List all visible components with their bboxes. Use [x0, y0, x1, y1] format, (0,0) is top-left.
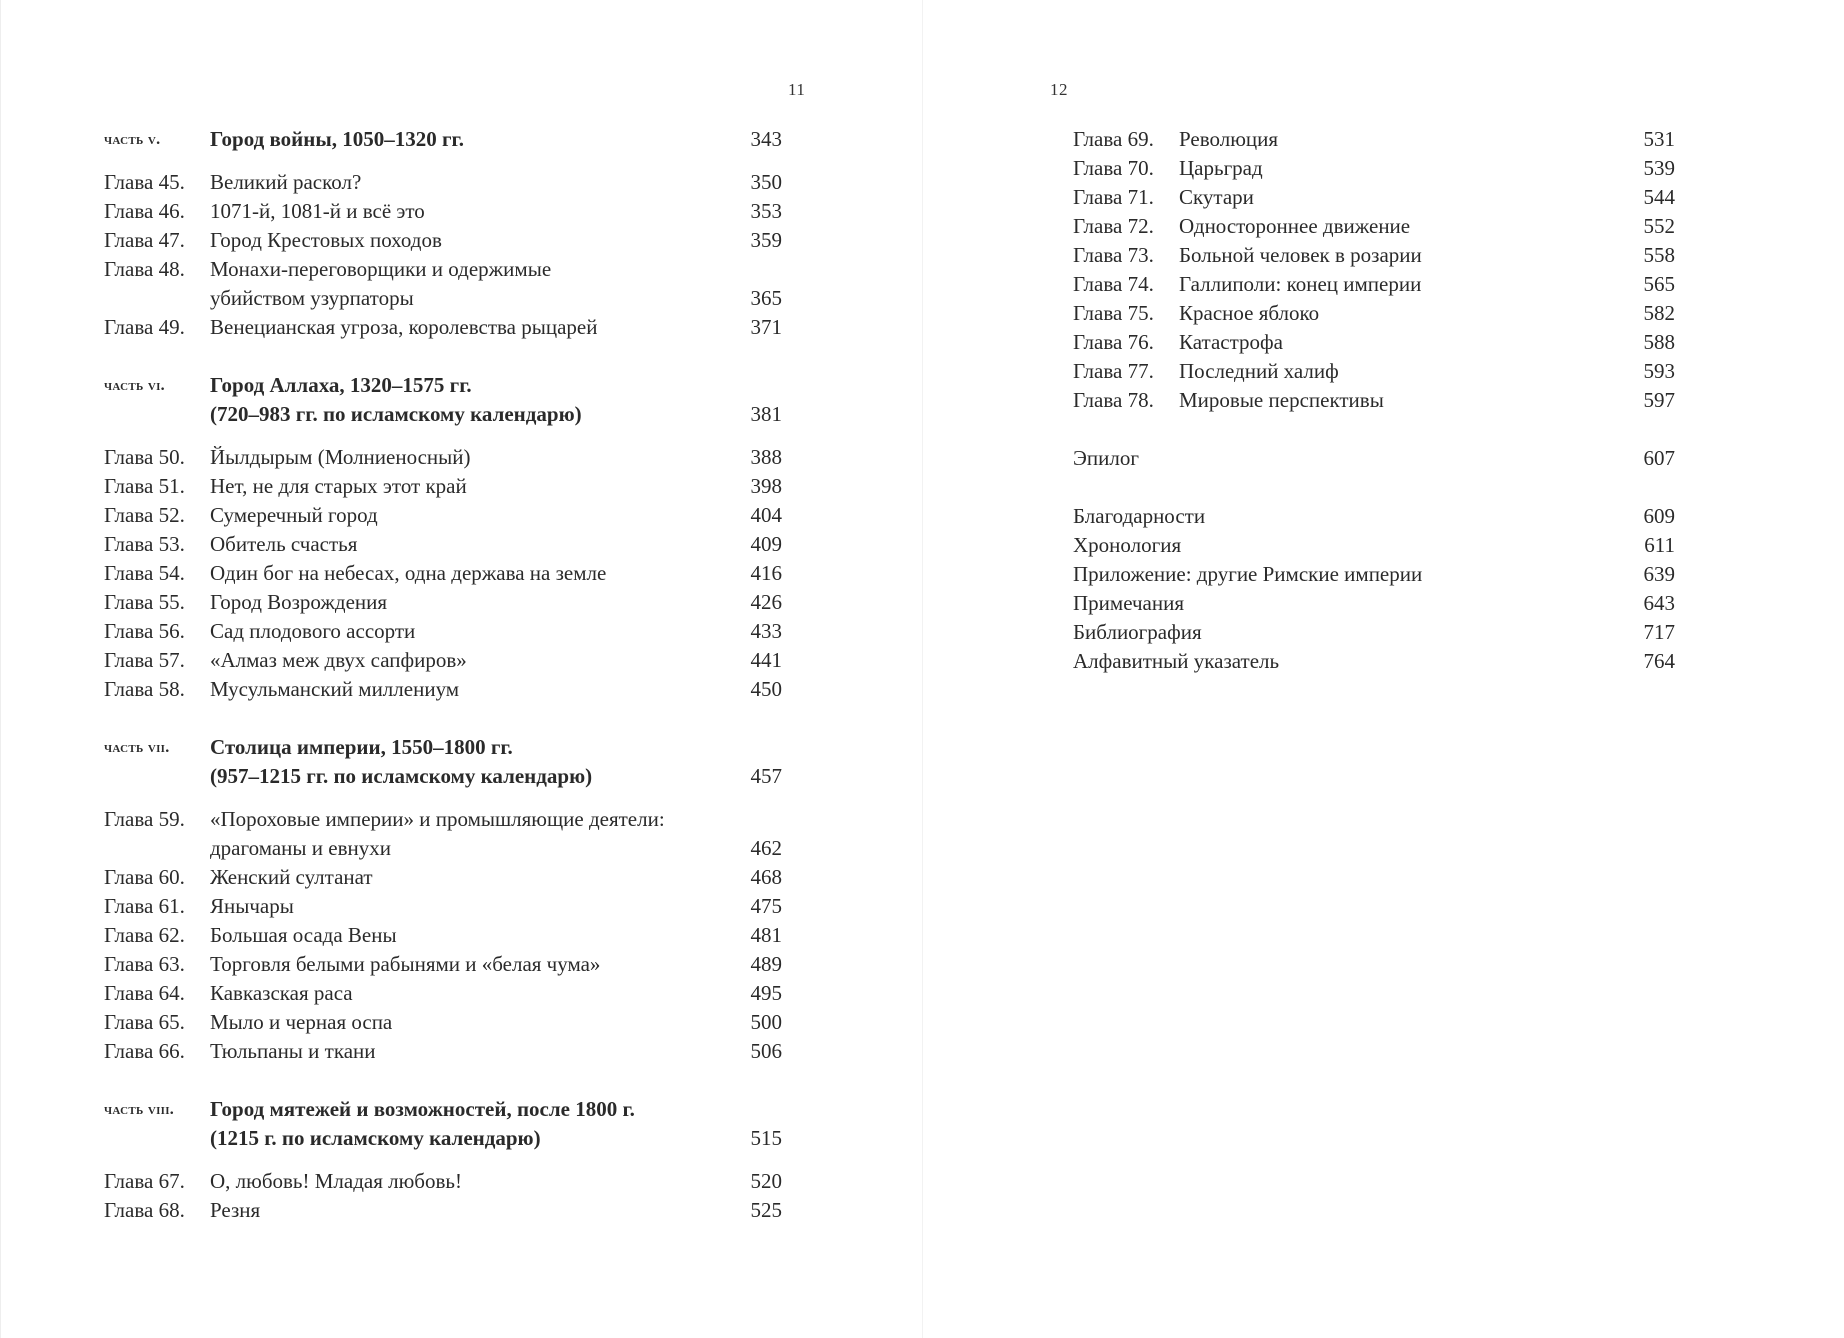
chapter-title: Революция	[1179, 127, 1279, 151]
part-row	[104, 371, 782, 400]
page-ref: 353	[750, 199, 782, 223]
chapter-title: Царьград	[1179, 156, 1263, 180]
part-title: (957–1215 гг. по исламскому календарю)	[210, 764, 593, 788]
page-ref: 525	[750, 1198, 782, 1222]
chapter-row	[104, 168, 782, 197]
page-ref: 371	[750, 315, 782, 339]
chapter-title: Примечания	[1073, 591, 1185, 615]
page-ref: 597	[1643, 388, 1675, 412]
page-ref: 462	[750, 836, 782, 860]
page-ref: 433	[750, 619, 782, 643]
chapter-row	[104, 588, 782, 617]
chapter-label: Глава 46.	[104, 199, 185, 223]
chapter-row	[1073, 299, 1675, 328]
chapter-label: Глава 73.	[1073, 243, 1154, 267]
part-row	[104, 400, 782, 429]
page-ref: 404	[750, 503, 782, 527]
chapter-title: Женский султанат	[210, 865, 373, 889]
back-matter-row	[1073, 618, 1675, 647]
chapter-title: Обитель счастья	[210, 532, 358, 556]
back-matter-row	[1073, 560, 1675, 589]
chapter-row	[104, 530, 782, 559]
chapter-row	[104, 675, 782, 704]
chapter-label: Глава 76.	[1073, 330, 1154, 354]
chapter-row	[1073, 154, 1675, 183]
chapter-row	[104, 805, 782, 834]
back-matter-row	[1073, 444, 1675, 473]
page-ref: 607	[1643, 446, 1675, 470]
chapter-label: Глава 65.	[104, 1010, 185, 1034]
chapter-row	[104, 501, 782, 530]
page-ref: 359	[750, 228, 782, 252]
chapter-row	[104, 979, 782, 1008]
page-ref: 468	[750, 865, 782, 889]
page-ref: 365	[750, 286, 782, 310]
chapter-row	[1073, 212, 1675, 241]
page-ref: 388	[750, 445, 782, 469]
page-ref: 531	[1643, 127, 1675, 151]
chapter-title: Эпилог	[1073, 446, 1139, 470]
chapter-title: «Пороховые империи» и промышляющие деятели:	[210, 807, 665, 831]
page-ref: 409	[750, 532, 782, 556]
section-gap	[104, 1153, 782, 1167]
chapter-title: Сад плодового ассорти	[210, 619, 416, 643]
table-of-contents	[1073, 125, 1675, 676]
chapter-title: Последний халиф	[1179, 359, 1339, 383]
part-row	[104, 762, 782, 791]
page-ref: 558	[1643, 243, 1675, 267]
section-gap	[1073, 473, 1675, 502]
chapter-label: Глава 63.	[104, 952, 185, 976]
chapter-row	[1073, 270, 1675, 299]
page-ref: 639	[1643, 562, 1675, 586]
chapter-title: Скутари	[1179, 185, 1254, 209]
chapter-title: Большая осада Вены	[210, 923, 397, 947]
chapter-label: Глава 60.	[104, 865, 185, 889]
chapter-title: Хронология	[1073, 533, 1182, 557]
part-row	[104, 1124, 782, 1153]
chapter-title: Город Крестовых походов	[210, 228, 442, 252]
chapter-label: Глава 45.	[104, 170, 185, 194]
page-ref: 717	[1643, 620, 1675, 644]
chapter-title: Красное яблоко	[1179, 301, 1320, 325]
chapter-title: Мировые перспективы	[1179, 388, 1384, 412]
part-label: часть v.	[104, 131, 161, 148]
section-gap	[104, 791, 782, 805]
chapter-title: Одностороннее движение	[1179, 214, 1411, 238]
chapter-label: Глава 54.	[104, 561, 185, 585]
page-ref: 520	[750, 1169, 782, 1193]
chapter-title: Катастрофа	[1179, 330, 1283, 354]
chapter-row	[1073, 357, 1675, 386]
chapter-row	[104, 313, 782, 342]
chapter-label: Глава 67.	[104, 1169, 185, 1193]
chapter-row	[104, 443, 782, 472]
chapter-row	[104, 226, 782, 255]
chapter-row	[104, 1167, 782, 1196]
chapter-title: Галлиполи: конец империи	[1179, 272, 1422, 296]
chapter-label: Глава 51.	[104, 474, 185, 498]
chapter-title: Мыло и черная оспа	[210, 1010, 393, 1034]
section-gap	[1073, 415, 1675, 444]
chapter-label: Глава 69.	[1073, 127, 1154, 151]
chapter-row	[1073, 125, 1675, 154]
chapter-row	[104, 950, 782, 979]
page-ref: 441	[750, 648, 782, 672]
page-ref: 588	[1643, 330, 1675, 354]
chapter-label: Глава 77.	[1073, 359, 1154, 383]
chapter-title: Сумеречный город	[210, 503, 378, 527]
part-title: Город мятежей и возможностей, после 1800 г.	[210, 1097, 635, 1121]
page-ref: 506	[750, 1039, 782, 1063]
chapter-row	[1073, 328, 1675, 357]
chapter-row	[1073, 183, 1675, 212]
chapter-label: Глава 53.	[104, 532, 185, 556]
chapter-label: Глава 62.	[104, 923, 185, 947]
chapter-title: убийством узурпаторы	[210, 286, 414, 310]
page-ref: 475	[750, 894, 782, 918]
chapter-row	[1073, 386, 1675, 415]
page-ref: 489	[750, 952, 782, 976]
chapter-title: 1071-й, 1081-й и всё это	[210, 199, 425, 223]
section-gap	[104, 704, 782, 733]
page-ref: 565	[1643, 272, 1675, 296]
page-ref: 481	[750, 923, 782, 947]
chapter-row	[1073, 241, 1675, 270]
part-title: Город Аллаха, 1320–1575 гг.	[210, 373, 472, 397]
chapter-label: Глава 57.	[104, 648, 185, 672]
chapter-title: «Алмаз меж двух сапфиров»	[210, 648, 467, 672]
page-ref: 544	[1643, 185, 1675, 209]
part-title: Столица империи, 1550–1800 гг.	[210, 735, 513, 759]
chapter-label: Глава 74.	[1073, 272, 1154, 296]
chapter-label: Глава 49.	[104, 315, 185, 339]
chapter-title: Тюльпаны и ткани	[210, 1039, 376, 1063]
page-ref: 515	[750, 1126, 782, 1150]
page-ref: 495	[750, 981, 782, 1005]
chapter-title: Кавказская раса	[210, 981, 353, 1005]
page-ref: 381	[750, 402, 782, 426]
chapter-row	[104, 1196, 782, 1225]
page-ref: 582	[1643, 301, 1675, 325]
chapter-row	[104, 284, 782, 313]
page-ref: 500	[750, 1010, 782, 1034]
part-label: часть viii.	[104, 1101, 175, 1118]
section-gap	[104, 429, 782, 443]
chapter-title: Йылдырым (Молниеносный)	[210, 445, 471, 469]
page-number: 12	[1050, 80, 1068, 99]
chapter-row	[104, 892, 782, 921]
chapter-row	[104, 559, 782, 588]
page-ref: 457	[750, 764, 782, 788]
chapter-title: Венецианская угроза, королевства рыцарей	[210, 315, 598, 339]
chapter-title: О, любовь! Младая любовь!	[210, 1169, 462, 1193]
part-row	[104, 125, 782, 154]
chapter-title: Янычары	[210, 894, 294, 918]
chapter-row	[104, 472, 782, 501]
chapter-row	[104, 863, 782, 892]
part-label: часть vi.	[104, 377, 165, 394]
chapter-label: Глава 55.	[104, 590, 185, 614]
chapter-row	[104, 255, 782, 284]
page-ref: 609	[1643, 504, 1675, 528]
chapter-title: Алфавитный указатель	[1073, 649, 1280, 673]
part-label: часть vii.	[104, 739, 170, 756]
chapter-label: Глава 70.	[1073, 156, 1154, 180]
chapter-label: Глава 56.	[104, 619, 185, 643]
chapter-label: Глава 75.	[1073, 301, 1154, 325]
chapter-title: Мусульманский миллениум	[210, 677, 460, 701]
chapter-label: Глава 50.	[104, 445, 185, 469]
page-ref: 426	[750, 590, 782, 614]
chapter-label: Глава 52.	[104, 503, 185, 527]
chapter-label: Глава 78.	[1073, 388, 1154, 412]
page-ref: 398	[750, 474, 782, 498]
section-gap	[104, 342, 782, 371]
page-ref: 552	[1643, 214, 1675, 238]
back-matter-row	[1073, 647, 1675, 676]
part-title: (1215 г. по исламскому календарю)	[210, 1126, 541, 1150]
chapter-row	[104, 1008, 782, 1037]
chapter-label: Глава 61.	[104, 894, 185, 918]
chapter-title: Монахи-переговорщики и одержимые	[210, 257, 552, 281]
chapter-title: Нет, не для старых этот край	[210, 474, 467, 498]
page-ref: 350	[750, 170, 782, 194]
chapter-row	[104, 834, 782, 863]
part-title: (720–983 гг. по исламскому календарю)	[210, 402, 582, 426]
chapter-label: Глава 68.	[104, 1198, 185, 1222]
page-ref: 343	[750, 127, 782, 151]
chapter-row	[104, 921, 782, 950]
chapter-label: Глава 72.	[1073, 214, 1154, 238]
page-ref: 643	[1643, 591, 1675, 615]
chapter-title: Один бог на небесах, одна держава на земле	[210, 561, 607, 585]
chapter-title: Город Возрождения	[210, 590, 388, 614]
back-matter-row	[1073, 531, 1675, 560]
chapter-row	[104, 646, 782, 675]
part-row	[104, 733, 782, 762]
table-of-contents	[104, 125, 782, 1225]
part-row	[104, 1095, 782, 1124]
right-page	[922, 0, 1844, 1338]
chapter-label: Глава 71.	[1073, 185, 1154, 209]
part-title: Город войны, 1050–1320 гг.	[210, 127, 464, 151]
chapter-title: Благодарности	[1073, 504, 1206, 528]
chapter-label: Глава 48.	[104, 257, 185, 281]
chapter-title: Библиография	[1073, 620, 1202, 644]
chapter-label: Глава 66.	[104, 1039, 185, 1063]
page-ref: 450	[750, 677, 782, 701]
chapter-title: Приложение: другие Римские империи	[1073, 562, 1423, 586]
chapter-label: Глава 47.	[104, 228, 185, 252]
section-gap	[104, 154, 782, 168]
chapter-label: Глава 64.	[104, 981, 185, 1005]
chapter-row	[104, 617, 782, 646]
chapter-label: Глава 59.	[104, 807, 185, 831]
section-gap	[104, 1066, 782, 1095]
page-ref: 416	[750, 561, 782, 585]
back-matter-row	[1073, 502, 1675, 531]
back-matter-row	[1073, 589, 1675, 618]
chapter-row	[104, 1037, 782, 1066]
chapter-title: Великий раскол?	[210, 170, 362, 194]
page-ref: 539	[1643, 156, 1675, 180]
page-ref: 764	[1643, 649, 1675, 673]
page-ref: 611	[1644, 533, 1675, 557]
page-ref: 593	[1643, 359, 1675, 383]
chapter-title: драгоманы и евнухи	[210, 836, 391, 860]
chapter-title: Резня	[210, 1198, 261, 1222]
chapter-row	[104, 197, 782, 226]
chapter-title: Больной человек в розарии	[1179, 243, 1422, 267]
chapter-label: Глава 58.	[104, 677, 185, 701]
page-number: 11	[788, 80, 806, 99]
chapter-title: Торговля белыми рабынями и «белая чума»	[210, 952, 601, 976]
